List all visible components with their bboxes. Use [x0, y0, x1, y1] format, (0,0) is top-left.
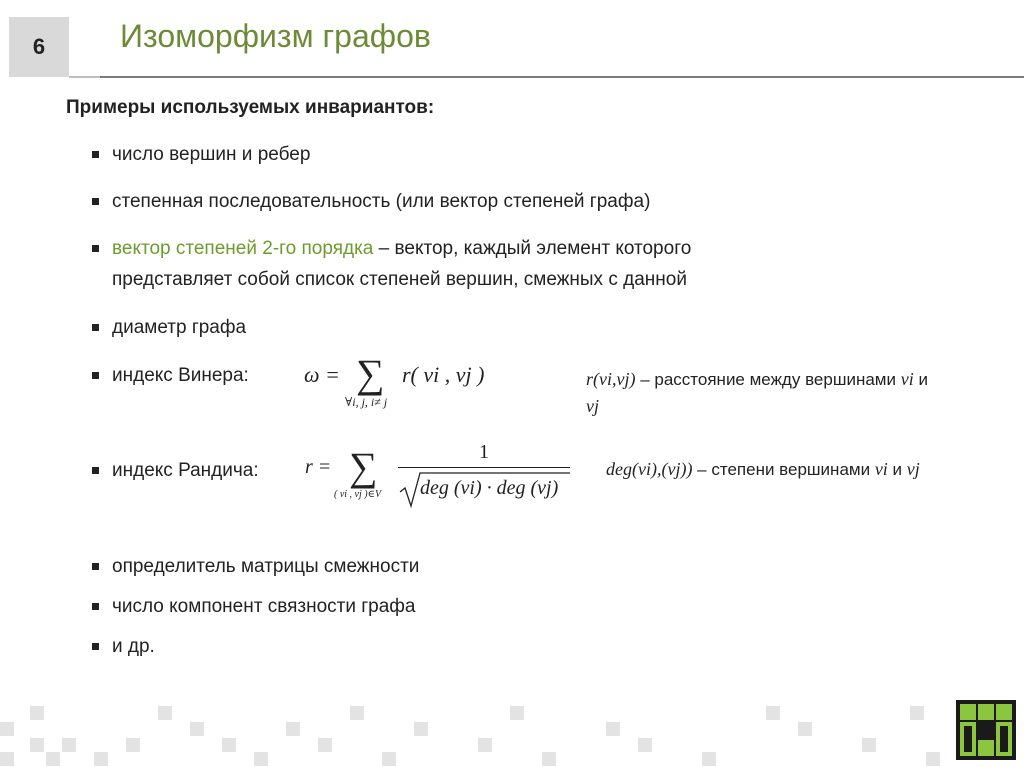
bullet-text: степенная последовательность (или вектор степеней графа) [112, 191, 651, 212]
bullet-marker [92, 603, 99, 610]
subtitle: Примеры используемых инвариантов: [66, 97, 435, 118]
bullet-text: диаметр графа [112, 317, 247, 338]
bullet-text [112, 233, 832, 295]
randic-denominator: deg (vi) · deg (vj) [420, 477, 559, 499]
bullet-text: число компонент связности графа [112, 596, 416, 617]
randic-note-text: – степени вершинами [692, 460, 875, 479]
wiener-subscript: ∀i, j, i≠ j [345, 395, 388, 409]
bullet-marker [92, 643, 99, 650]
randic-fraction-bar [398, 467, 570, 468]
bullet-marker [92, 198, 99, 205]
bullet-degree-sequence [92, 186, 650, 217]
bullet-graph-diameter [92, 312, 246, 343]
bullet-randic-index [92, 455, 259, 486]
title-rule-left [69, 76, 100, 78]
bullet-marker [92, 324, 99, 331]
slide-number-box [9, 17, 69, 77]
wiener-term: r( vi , vj ) [402, 362, 485, 387]
bullet-text: определитель матрицы смежности [112, 556, 420, 577]
randic-note-and: и [887, 460, 907, 479]
bullet-marker [92, 151, 99, 158]
brand-logo-icon [956, 700, 1016, 760]
bullet-text: и др. [112, 636, 155, 657]
randic-note-deg: deg(vi),(vj)) [606, 459, 693, 479]
bullet-adjacency-determinant [92, 551, 419, 582]
randic-note-vj: vj [906, 459, 920, 479]
bullet-marker [92, 245, 99, 252]
bullet-second-order-degree-vector [92, 233, 832, 295]
bullet-wiener-index [92, 360, 249, 391]
highlight-term: вектор степеней 2-го порядка [112, 238, 374, 259]
bullet-text: индекс Винера: [112, 365, 249, 386]
bullet-text: индекс Рандича: [112, 460, 259, 481]
wiener-note [586, 366, 1006, 420]
bullet-text: число вершин и ребер [112, 144, 311, 165]
randic-subscript: ( vi , vj )∈V [334, 489, 382, 500]
randic-note [606, 456, 1016, 483]
bullet-marker [92, 563, 99, 570]
randic-numerator: 1 [479, 441, 489, 463]
wiener-note-vj: vj [586, 396, 599, 416]
bullet-connected-components [92, 591, 416, 622]
wiener-lhs: ω = [304, 362, 340, 387]
bullet-marker [92, 372, 99, 379]
bullet-text-rest: – вектор, каждый элемент которого [373, 238, 692, 259]
wiener-note-and: и [913, 370, 928, 389]
title-rule [100, 76, 1024, 78]
randic-sigma: ∑ [349, 444, 378, 489]
wiener-note-text: – расстояние между вершинами [635, 370, 901, 389]
bullet-marker [92, 467, 99, 474]
bullet-text-line2: представляет собой список степеней вершин, смежных с данной [112, 269, 687, 290]
slide-number: 6 [32, 34, 46, 59]
randic-lhs: r = [305, 456, 332, 478]
wiener-note-r: r(vi,vj) [586, 369, 636, 389]
bullet-etc [92, 631, 155, 662]
wiener-note-vi: vi [900, 369, 914, 389]
wiener-sigma: ∑ [356, 351, 385, 396]
slide-title: Изоморфизм графов [120, 18, 431, 54]
bullet-vertex-edge-count [92, 139, 310, 170]
randic-note-vi: vi [874, 459, 888, 479]
